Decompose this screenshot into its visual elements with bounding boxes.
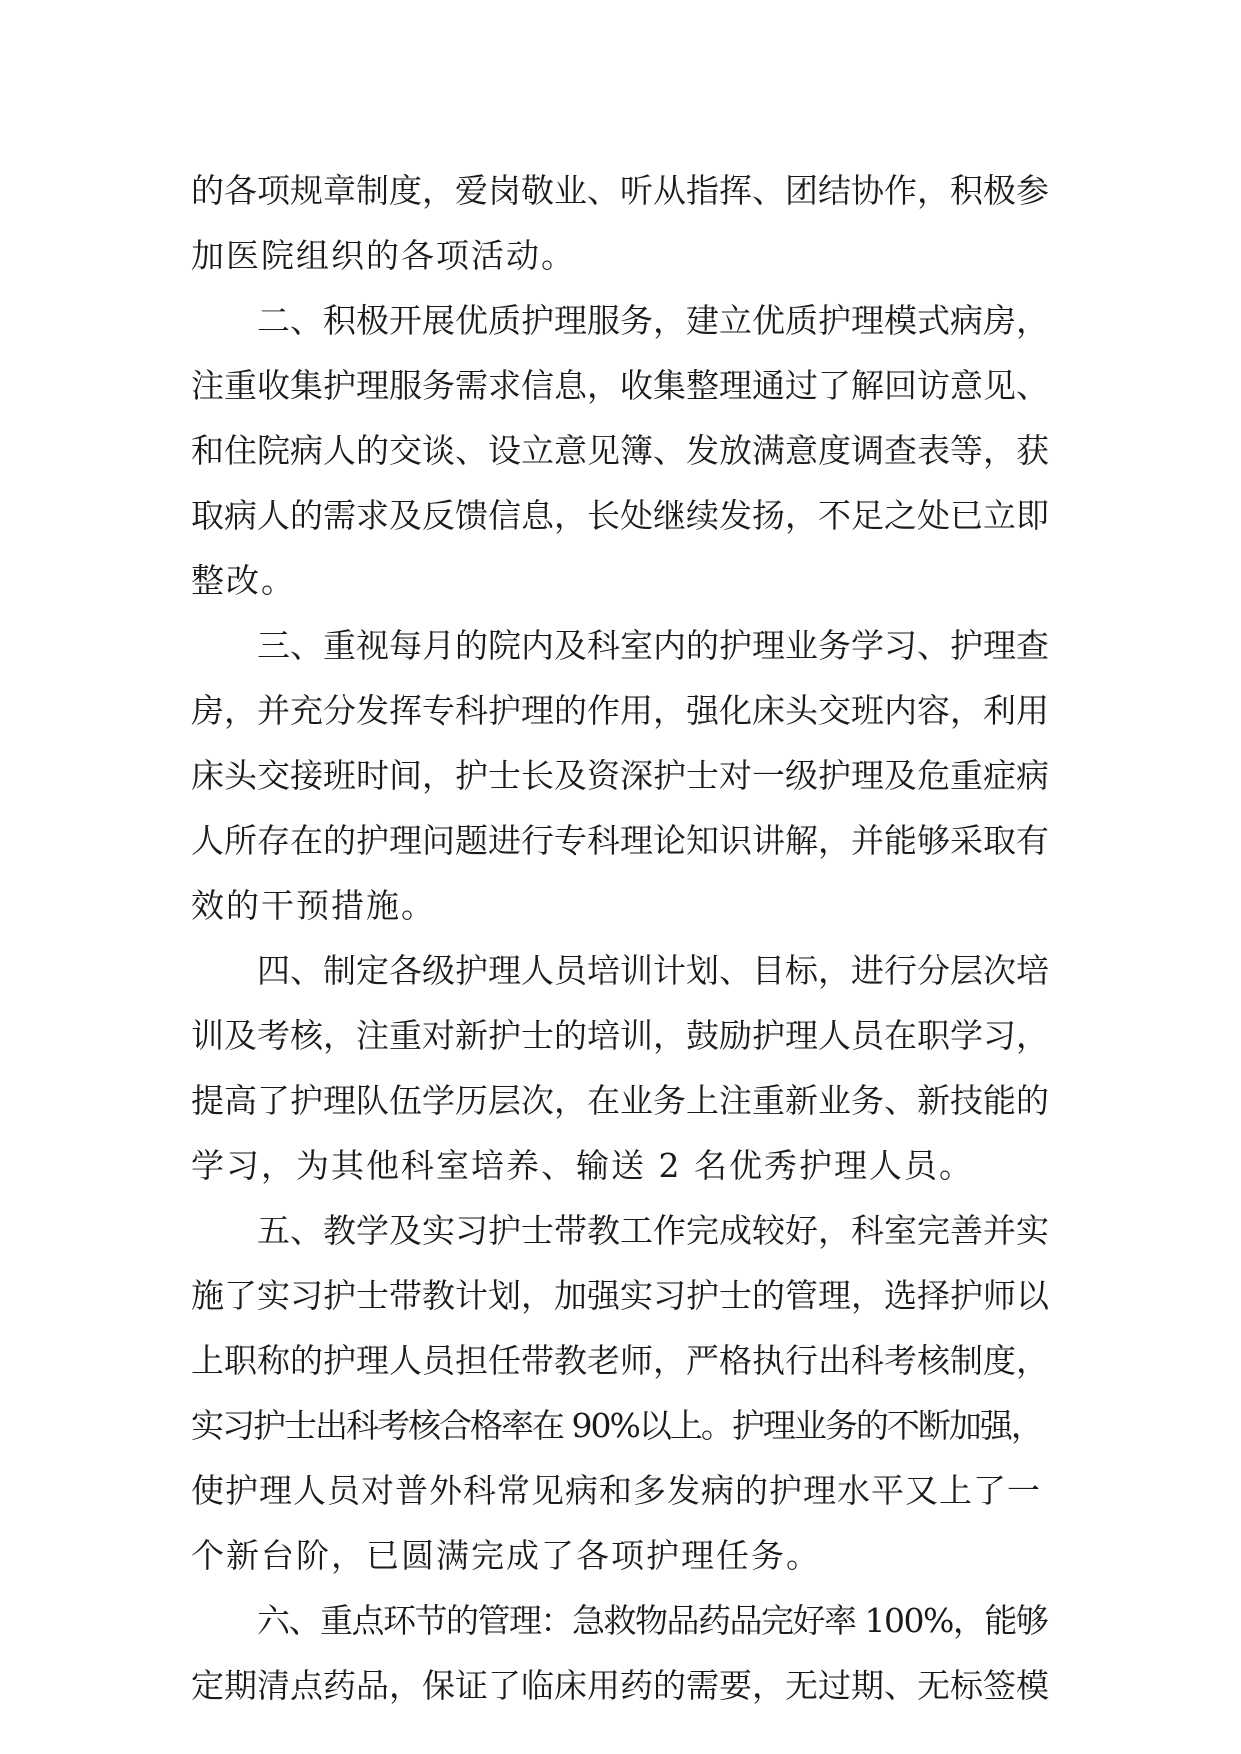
text-line: 床头交接班时间，护士长及资深护士对一级护理及危重症病	[191, 756, 1049, 795]
document-body	[191, 158, 1051, 1718]
text-line: 注重收集护理服务需求信息，收集整理通过了解回访意见、	[191, 366, 1049, 405]
text-line: 实习护士出科考核合格率在 90%以上。护理业务的不断加强，	[191, 1406, 1042, 1445]
text-line: 个新台阶，已圆满完成了各项护理任务。	[191, 1536, 821, 1575]
text-line: 使护理人员对普外科常见病和多发病的护理水平又上了一	[191, 1471, 1041, 1510]
text-line: 整改。	[191, 561, 296, 600]
text-line: 学习，为其他科室培养、输送 2 名优秀护理人员。	[191, 1146, 974, 1185]
paragraph-first-line: 二、积极开展优质护理服务，建立优质护理模式病房，	[257, 301, 1049, 340]
text-line: 的各项规章制度，爱岗敬业、听从指挥、团结协作，积极参	[191, 171, 1049, 210]
paragraph-first-line: 六、重点环节的管理：急救物品药品完好率 100%，能够	[257, 1601, 1048, 1640]
text-line: 训及考核，注重对新护士的培训，鼓励护理人员在职学习，	[191, 1016, 1049, 1055]
text-line: 效的干预措施。	[191, 886, 436, 925]
text-line: 施了实习护士带教计划，加强实习护士的管理，选择护师以	[191, 1276, 1049, 1315]
text-line: 定期清点药品，保证了临床用药的需要，无过期、无标签模	[191, 1666, 1049, 1705]
paragraph-first-line: 三、重视每月的院内及科室内的护理业务学习、护理查	[257, 626, 1049, 665]
text-line: 和住院病人的交谈、设立意见簿、发放满意度调查表等，获	[191, 431, 1049, 470]
text-line: 房，并充分发挥专科护理的作用，强化床头交班内容，利用	[191, 691, 1049, 730]
paragraph-first-line: 五、教学及实习护士带教工作完成较好，科室完善并实	[257, 1211, 1049, 1250]
paragraph-first-line: 四、制定各级护理人员培训计划、目标，进行分层次培	[257, 951, 1049, 990]
text-line: 人所存在的护理问题进行专科理论知识讲解，并能够采取有	[191, 821, 1049, 860]
text-line: 上职称的护理人员担任带教老师，严格执行出科考核制度，	[191, 1341, 1049, 1380]
text-line: 加医院组织的各项活动。	[191, 236, 576, 275]
text-line: 取病人的需求及反馈信息，长处继续发扬，不足之处已立即	[191, 496, 1049, 535]
text-line: 提高了护理队伍学历层次，在业务上注重新业务、新技能的	[191, 1081, 1049, 1120]
